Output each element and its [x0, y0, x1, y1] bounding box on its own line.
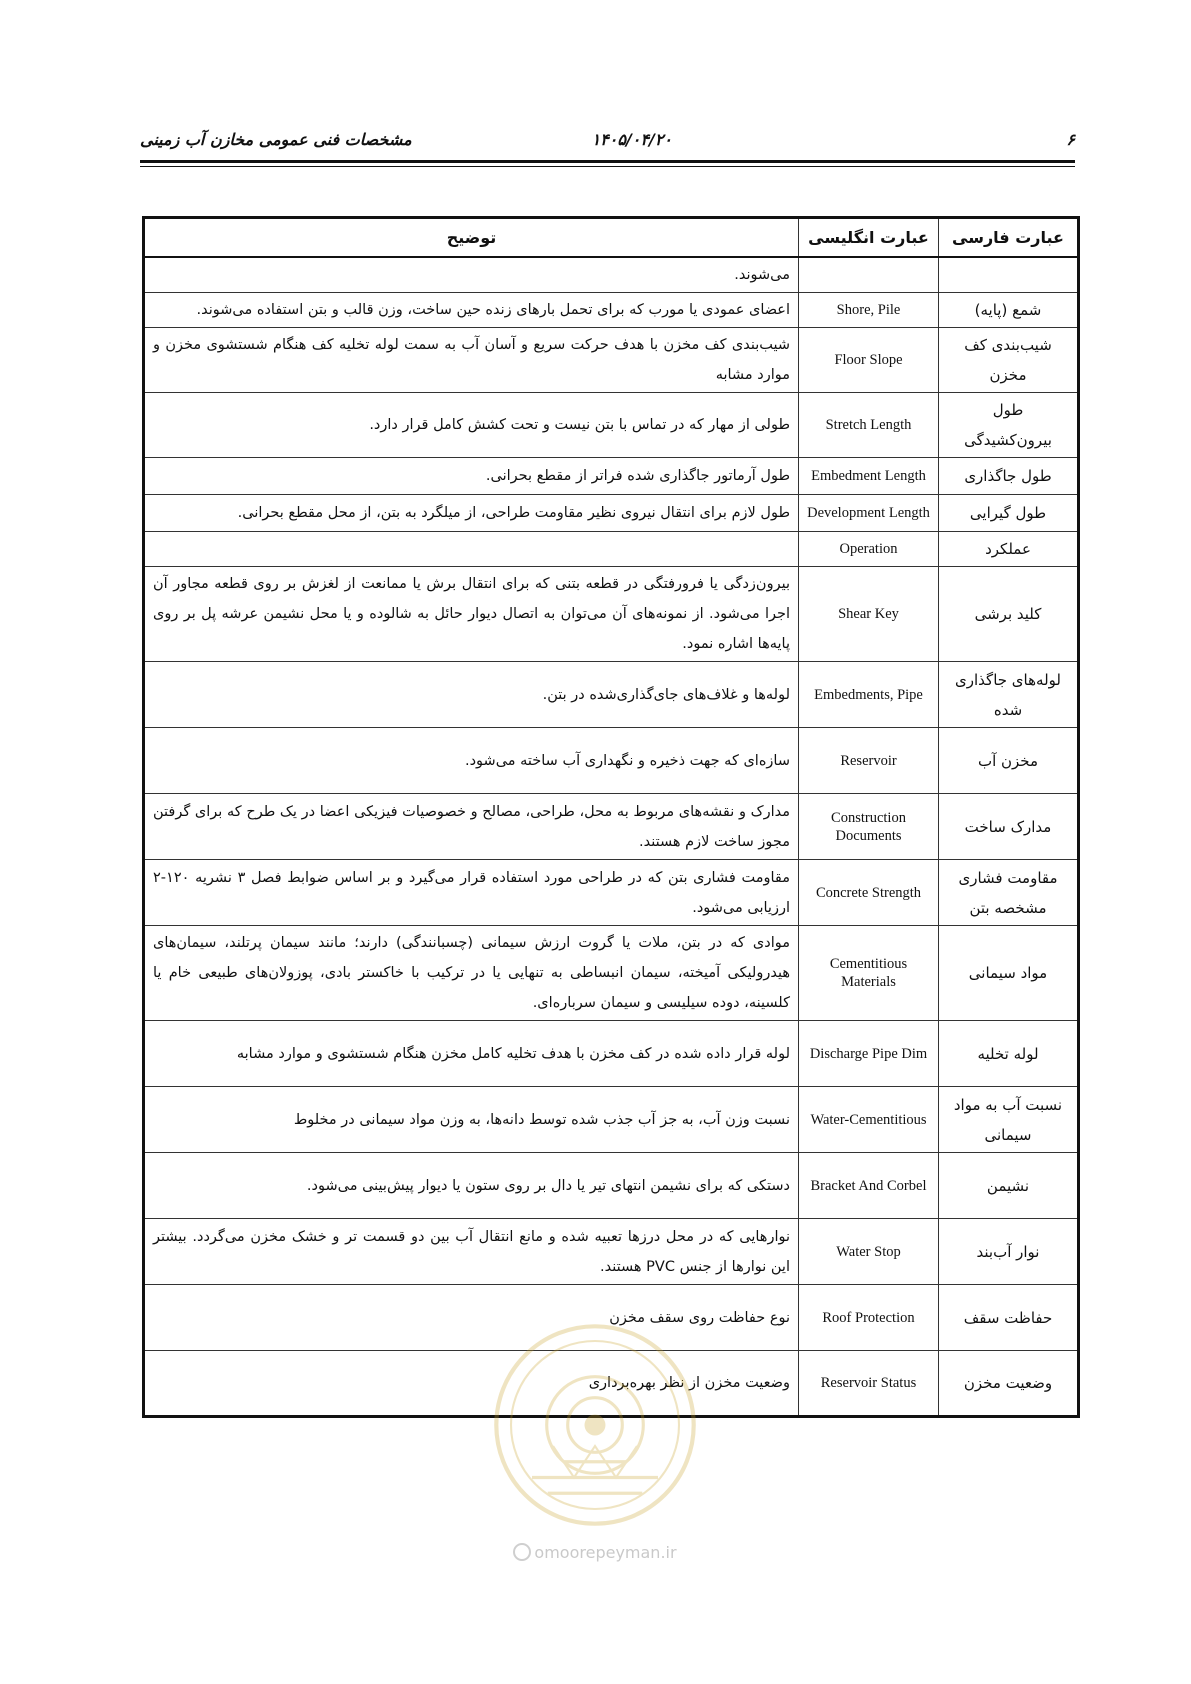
column-header-english: عبارت انگلیسی: [799, 218, 939, 258]
term-persian: نوار آب‌بند: [939, 1219, 1079, 1285]
term-english: Discharge Pipe Dim: [799, 1021, 939, 1087]
table-row: [144, 860, 1079, 926]
term-persian: شیب‌بندی کف مخزن: [939, 328, 1079, 393]
table-row: [144, 495, 1079, 532]
header-rule-thick: [140, 160, 1075, 163]
term-description: مدارک و نقشه‌های مربوط به محل، طراحی، مصالح و خصوصیات فیزیکی اعضا در یک طرح که برای گرفتن مجوز ساخت لازم هستند.: [144, 794, 799, 860]
term-english: Water-Cementitious: [799, 1087, 939, 1153]
term-english: Bracket And Corbel: [799, 1153, 939, 1219]
document-title: مشخصات فنی عمومی مخازن آب زمینی: [140, 130, 412, 149]
page-header: [140, 130, 1075, 160]
term-description: طول آرماتور جاگذاری شده فراتر از مقطع بحرانی.: [144, 458, 799, 495]
term-persian: طول گیرایی: [939, 495, 1079, 532]
term-description: سازه‌ای که جهت ذخیره و نگهداری آب ساخته می‌شود.: [144, 728, 799, 794]
globe-icon: [513, 1543, 531, 1561]
term-english: Development Length: [799, 495, 939, 532]
term-persian: [939, 257, 1079, 293]
term-persian: طول بیرون‌کشیدگی: [939, 393, 1079, 458]
term-description: نوارهایی که در محل درزها تعبیه شده و مانع انتقال آب بین دو قسمت تر و خشک مخزن می‌گردد. بیشتر این نوارها از جنس PVC هستند.: [144, 1219, 799, 1285]
term-english: Stretch Length: [799, 393, 939, 458]
term-persian: عملکرد: [939, 532, 1079, 567]
term-english: Water Stop: [799, 1219, 939, 1285]
term-description: [144, 532, 799, 567]
watermark-website-text: omoorepeyman.ir: [534, 1543, 677, 1562]
document-date: ۱۴۰۵/۰۴/۲۰: [591, 130, 672, 149]
table-row: [144, 393, 1079, 458]
term-persian: نشیمن: [939, 1153, 1079, 1219]
term-persian: مدارک ساخت: [939, 794, 1079, 860]
term-description: شیب‌بندی کف مخزن با هدف حرکت سریع و آسان آب به سمت لوله تخلیه کف هنگام شستشوی مخزن و موارد مشابه: [144, 328, 799, 393]
term-description: طولی از مهار که در تماس با بتن نیست و تحت کشش کامل قرار دارد.: [144, 393, 799, 458]
term-english: Operation: [799, 532, 939, 567]
term-english: Floor Slope: [799, 328, 939, 393]
term-persian: نسبت آب به مواد سیمانی: [939, 1087, 1079, 1153]
term-description: وضعیت مخزن از نظر بهره‌برداری: [144, 1351, 799, 1417]
term-description: نسبت وزن آب، به جز آب جذب شده توسط دانه‌ها، به وزن مواد سیمانی در مخلوط: [144, 1087, 799, 1153]
column-header-description: توضیح: [144, 218, 799, 258]
term-persian: شمع (پایه): [939, 293, 1079, 328]
term-description: می‌شوند.: [144, 257, 799, 293]
term-description: طول لازم برای انتقال نیروی نظیر مقاومت طراحی، از میلگرد به بتن، از محل مقطع بحرانی.: [144, 495, 799, 532]
table-row: [144, 1087, 1079, 1153]
table-row: [144, 1021, 1079, 1087]
watermark-website: [500, 1543, 690, 1562]
term-persian: وضعیت مخزن: [939, 1351, 1079, 1417]
watermark-seal-icon: [490, 1320, 700, 1530]
term-persian: مقاومت فشاری مشخصه بتن: [939, 860, 1079, 926]
term-description: لوله قرار داده شده در کف مخزن با هدف تخلیه کامل مخزن هنگام شستشوی و موارد مشابه: [144, 1021, 799, 1087]
table-row: [144, 328, 1079, 393]
term-english: Shore, Pile: [799, 293, 939, 328]
term-description: موادی که در بتن، ملات یا گروت ارزش سیمانی (چسبانندگی) دارند؛ مانند سیمان پرتلند، سیمان‌های هیدرولیکی آمیخته، سیمان انبساطی به تنهایی یا در ترکیب با خاکستر بادی، پوزولان‌های طبیعی خام یا کلسینه، دوده سیلیسی و سیمان سرباره‌ای.: [144, 926, 799, 1021]
term-english: Embedments, Pipe: [799, 662, 939, 728]
term-persian: لوله تخلیه: [939, 1021, 1079, 1087]
term-english: Embedment Length: [799, 458, 939, 495]
table-row: [144, 293, 1079, 328]
table-row: [144, 1219, 1079, 1285]
term-english: Concrete Strength: [799, 860, 939, 926]
term-persian: مخزن آب: [939, 728, 1079, 794]
table-row: [144, 794, 1079, 860]
column-header-persian: عبارت فارسی: [939, 218, 1079, 258]
table-row: [144, 1153, 1079, 1219]
table-header-row: [144, 218, 1079, 258]
term-english: [799, 257, 939, 293]
table-row: [144, 567, 1079, 662]
page-number: ۶: [1066, 130, 1075, 149]
term-description: نوع حفاظت روی سقف مخزن: [144, 1285, 799, 1351]
term-description: بیرون‌زدگی یا فرورفتگی در قطعه بتنی که برای انتقال برش یا ممانعت از لغزش بر روی قطعه مجاور آن اجرا می‌شود. از نمونه‌های آن می‌توان به اتصال دیوار حائل به شالوده و یا محل نشیمن عرشه پل بر روی پایه‌ها اشاره نمود.: [144, 567, 799, 662]
term-persian: کلید برشی: [939, 567, 1079, 662]
term-persian: لوله‌های جاگذاری شده: [939, 662, 1079, 728]
term-english: Reservoir: [799, 728, 939, 794]
term-description: مقاومت فشاری بتن که در طراحی مورد استفاده قرار می‌گیرد و بر اساس ضوابط فصل ۳ نشریه ۱۲۰-۲ ارزیابی می‌شود.: [144, 860, 799, 926]
term-description: لوله‌ها و غلاف‌های جای‌گذاری‌شده در بتن.: [144, 662, 799, 728]
term-english: Construction Documents: [799, 794, 939, 860]
term-english: Shear Key: [799, 567, 939, 662]
term-description: اعضای عمودی یا مورب که برای تحمل بارهای زنده حین ساخت، وزن قالب و بتن استفاده می‌شوند.: [144, 293, 799, 328]
glossary-table: [142, 216, 1080, 1418]
table-row: [144, 926, 1079, 1021]
term-description: دستکی که برای نشیمن انتهای تیر یا دال بر روی ستون یا دیوار پیش‌بینی می‌شود.: [144, 1153, 799, 1219]
term-persian: طول جاگذاری: [939, 458, 1079, 495]
table-row: [144, 532, 1079, 567]
term-persian: حفاظت سقف: [939, 1285, 1079, 1351]
table-row: [144, 662, 1079, 728]
header-rule-thin: [140, 166, 1075, 167]
term-english: Reservoir Status: [799, 1351, 939, 1417]
table-row: [144, 257, 1079, 293]
table-row: [144, 728, 1079, 794]
term-persian: مواد سیمانی: [939, 926, 1079, 1021]
term-english: Cementitious Materials: [799, 926, 939, 1021]
table-row: [144, 458, 1079, 495]
term-english: Roof Protection: [799, 1285, 939, 1351]
